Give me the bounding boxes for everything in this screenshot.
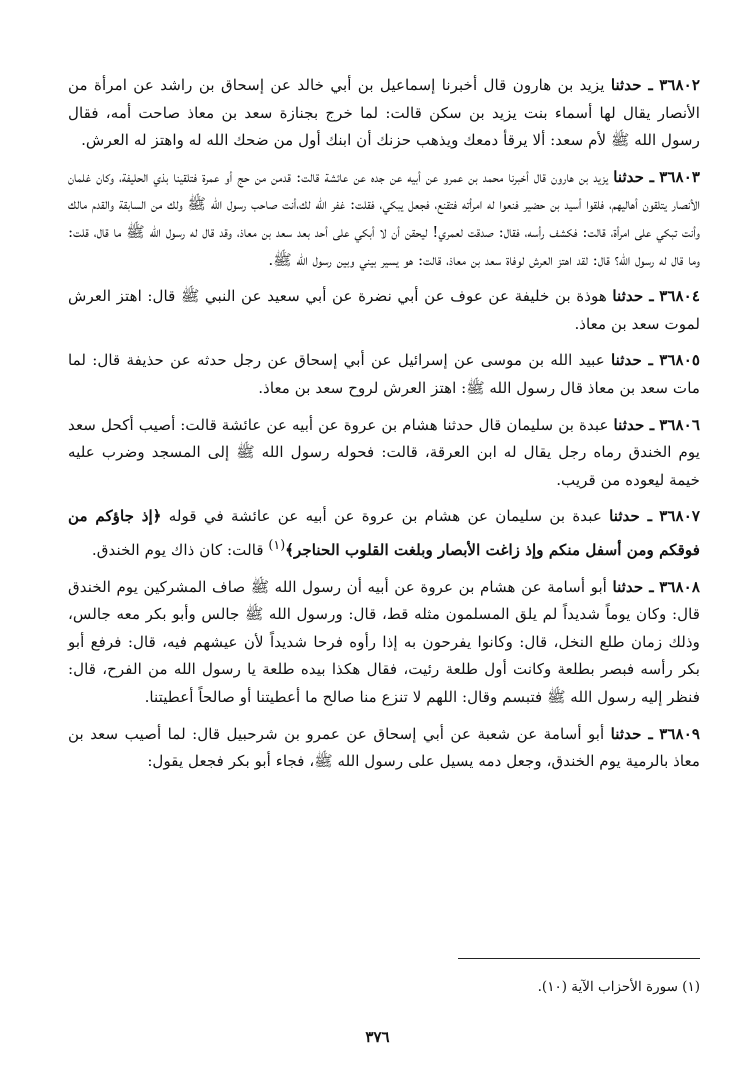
hadith-lead: ـ حدثنا [609, 507, 653, 526]
hadith-body: يزيد بن هارون قال أخبرنا إسماعيل بن أبي خالد عن إسحاق بن راشد عن امرأة من الأنصار يقال لها أسماء بنت يزيد بن سكن قالت: لما خرج بجنازة سعد بن معاذ صاحت أمه، فقال رسول الله ﷺ لأم سعد: ألا يرقأ دمعك ويذهب حزنك أن ابنك أول من ضحك الله له واهتز له العرش. [68, 76, 700, 150]
footnote-separator [458, 958, 700, 959]
hadith-lead: ـ حدثنا [612, 287, 654, 306]
hadith-body: يزيد بن هارون قال أخبرنا محمد بن عمرو عن أبيه عن جده عن عائشة قالت: قدمن من حج أو عمرة فتلقينا بذي الحليفة، وكان غلمان الأنصار يتلقون أهاليهم، فلقوا أسيد بن حضير فنعوا له امرأته فتقنع، فجعل يبكي، فقلت: غفر الله لك،أنت صاحب رسول الله ﷺ ولك من السابقة والقدم مالك وأنت تبكي على امرأة، قالت: فكشف رأسه، فقال: صدقت لعمري! ليحقن أن لا أبكي على أحد بعد سعد بن معاذ، وقد قال له رسول الله ﷺ ما قال، قلت: وما قال له رسول الله؟ قال: لقد اهتز العرش لوفاة سعد بن معاذ، قالت: هو يسير بيني وبين رسول الله ﷺ. [68, 167, 700, 269]
hadith-number: ٣٦٨٠٧ [659, 507, 701, 526]
hadith-36803 [68, 164, 700, 274]
hadith-body: هوذة بن خليفة عن عوف عن أبي نضرة عن أبي سعيد عن النبي ﷺ قال: اهتز العرش لموت سعد بن معاذ. [68, 287, 700, 333]
hadith-36808 [68, 574, 700, 712]
hadith-lead: ـ حدثنا [610, 724, 653, 743]
hadith-36805 [68, 347, 700, 402]
hadith-36804 [68, 283, 700, 338]
hadith-number: ٣٦٨٠٤ [659, 287, 700, 306]
hadith-lead: ـ حدثنا [613, 415, 655, 434]
hadith-body: أبو أسامة عن شعبة عن أبي إسحاق عن عمرو بن شرحبيل قال: لما أصيب سعد بن معاذ بالرمية يوم الخندق، وجعل دمه يسيل على رسول الله ﷺ، فجاء أبو بكر فجعل يقول: [68, 724, 700, 771]
hadith-lead: ـ حدثنا [612, 577, 654, 596]
hadith-36809 [68, 721, 700, 776]
hadith-number: ٣٦٨٠٥ [659, 351, 701, 370]
hadith-text-block [68, 72, 700, 785]
hadith-number: ٣٦٨٠٩ [659, 724, 701, 743]
hadith-number: ٣٦٨٠٦ [659, 415, 700, 434]
hadith-body: عبيد الله بن موسى عن إسرائيل عن أبي إسحاق عن رجل حدثه عن حذيفة قال: لما مات سعد بن معاذ قال رسول الله ﷺ: اهتز العرش لروح سعد بن معاذ. [68, 351, 700, 397]
hadith-body: عبدة بن سليمان قال حدثنا هشام بن عروة عن أبيه عن عائشة قالت: أصيب أكحل سعد يوم الخندق رماه رجل يقال له ابن العرقة، قالت: فحوله رسول الله ﷺ إلى المسجد وضرب عليه خيمة ليعوده من قريب. [68, 415, 700, 489]
hadith-body: أبو أسامة عن هشام بن عروة عن أبيه أن رسول الله ﷺ صاف المشركين يوم الخندق قال: وكان يوماً شديداً لم يلق المسلمون مثله قط، قال: ورسول الله ﷺ جالس وأبو بكر معه جالس، وذلك زمان طلع النخل، قال: وكانوا يفرحون به إذا رأوه فرحا شديداً لأن عيشهم فيه، قال: فرفع أبو بكر رأسه فبصر بطلعة وكانت أول طلعة رئيت، فقال هكذا بيده طلعة يا رسول الله من الفرح، قال: فنظر إليه رسول الله ﷺ فتبسم وقال: اللهم لا تنزع منا صالح ما أعطيتنا أو صالحاً أعطيتنا. [68, 577, 700, 706]
footnote: (١) سورة الأحزاب الآية (١٠). [537, 979, 700, 995]
hadith-lead: ـ حدثنا [613, 167, 655, 186]
footnote-ref: (١) [268, 536, 286, 552]
hadith-number: ٣٦٨٠٣ [659, 167, 701, 186]
hadith-number: ٣٦٨٠٢ [659, 76, 700, 94]
page-number: ٣٧٦ [365, 1028, 390, 1046]
hadith-36806 [68, 412, 700, 495]
hadith-lead: ـ حدثنا [610, 76, 653, 94]
hadith-body: عبدة بن سليمان عن هشام بن عروة عن أبيه عن عائشة في قوله [168, 507, 602, 526]
quran-verse: ﴿إذ جاؤكم من فوقكم ومن أسفل منكم وإذ زاغت الأبصار وبلغت القلوب الحناجر﴾ [68, 507, 700, 559]
hadith-number: ٣٦٨٠٨ [659, 577, 700, 596]
hadith-body-after: قالت: كان ذاك يوم الخندق. [91, 540, 264, 559]
hadith-36807 [68, 503, 700, 564]
hadith-36802 [68, 72, 700, 155]
hadith-lead: ـ حدثنا [611, 351, 653, 370]
